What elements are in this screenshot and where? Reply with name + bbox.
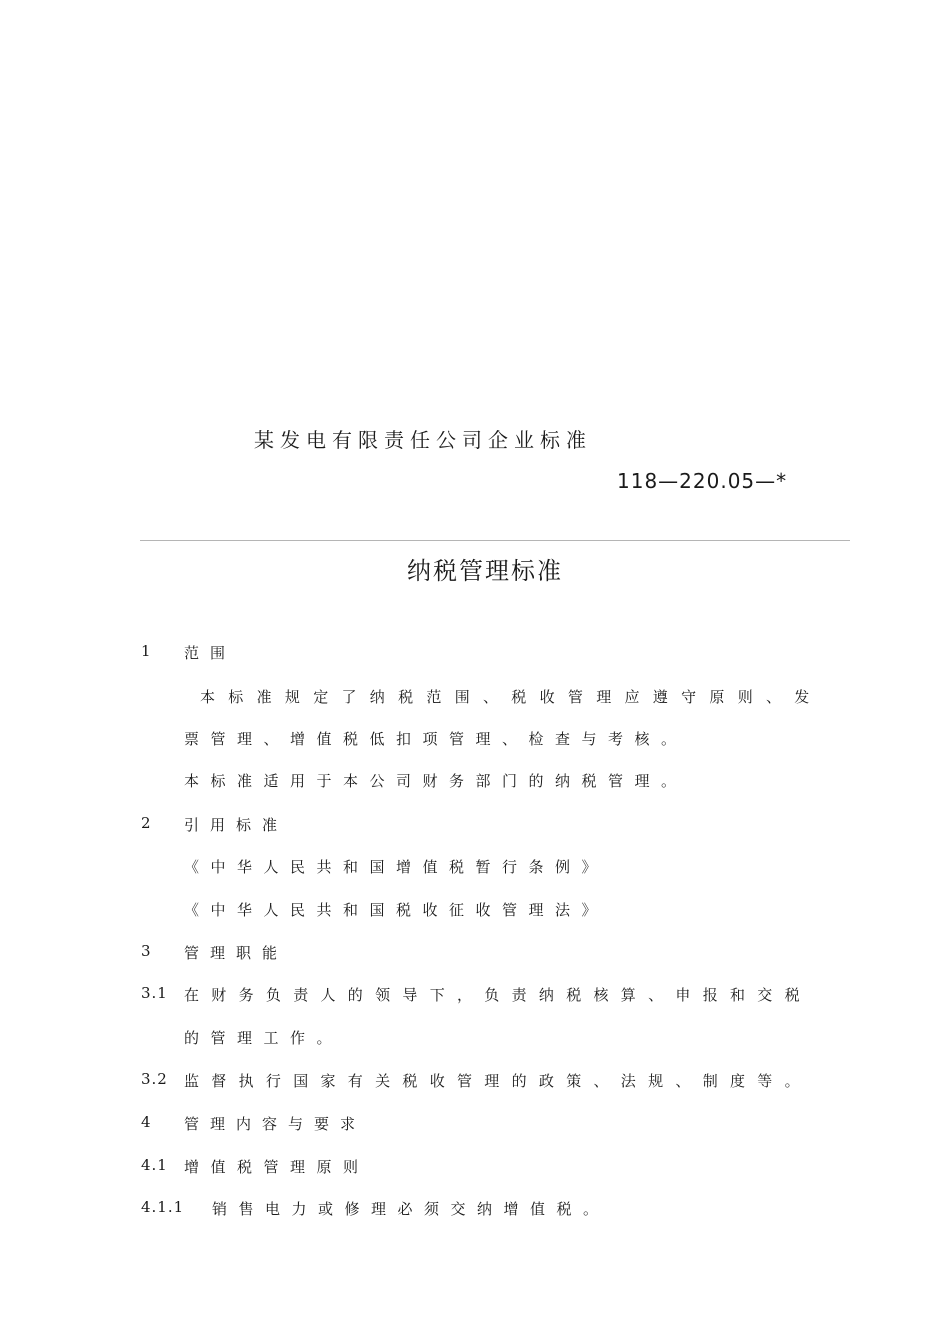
clause-4-1-text: 增值税管理原则 xyxy=(184,1158,370,1176)
reference-standard-1: 《中华人民共和国增值税暂行条例》 xyxy=(184,858,609,876)
header-divider xyxy=(140,540,850,541)
clause-3-2-text: 监督执行国家有关税收管理的政策、法规、制度等。 xyxy=(184,1072,812,1090)
clause-4-1-number: 4.1 xyxy=(141,1156,168,1174)
standard-code: 118—220.05—* xyxy=(617,469,788,493)
clause-4-1-1-number: 4.1.1 xyxy=(141,1198,185,1216)
company-standard-header: 某发电有限责任公司企业标准 xyxy=(254,428,592,452)
clause-4-1-1-text: 销售电力或修理必须交纳增值税。 xyxy=(212,1200,610,1218)
section-1-paragraph-2: 本标准适用于本公司财务部门的纳税管理。 xyxy=(184,772,688,790)
section-2-heading: 引用标准 xyxy=(184,816,289,834)
section-2-number: 2 xyxy=(141,814,152,832)
section-4-number: 4 xyxy=(141,1113,152,1131)
section-1-paragraph-1-line-2: 票管理、增值税低扣项管理、检查与考核。 xyxy=(184,730,688,748)
clause-3-2-number: 3.2 xyxy=(141,1070,168,1088)
clause-3-1-number: 3.1 xyxy=(141,984,168,1002)
clause-3-1-line-2: 的管理工作。 xyxy=(184,1029,344,1047)
section-1-number: 1 xyxy=(141,642,152,660)
section-4-heading: 管理内容与要求 xyxy=(184,1115,367,1133)
clause-3-1-line-1: 在财务负责人的领导下，负责纳税核算、申报和交税 xyxy=(184,986,812,1004)
reference-standard-2: 《中华人民共和国税收征收管理法》 xyxy=(184,901,609,919)
section-3-heading: 管理职能 xyxy=(184,944,289,962)
section-1-paragraph-1-line-1: 本标准规定了纳税范围、税收管理应遵守原则、发 xyxy=(200,688,823,706)
section-1-heading: 范围 xyxy=(184,644,237,662)
document-title: 纳税管理标准 xyxy=(407,557,563,585)
section-3-number: 3 xyxy=(141,942,152,960)
